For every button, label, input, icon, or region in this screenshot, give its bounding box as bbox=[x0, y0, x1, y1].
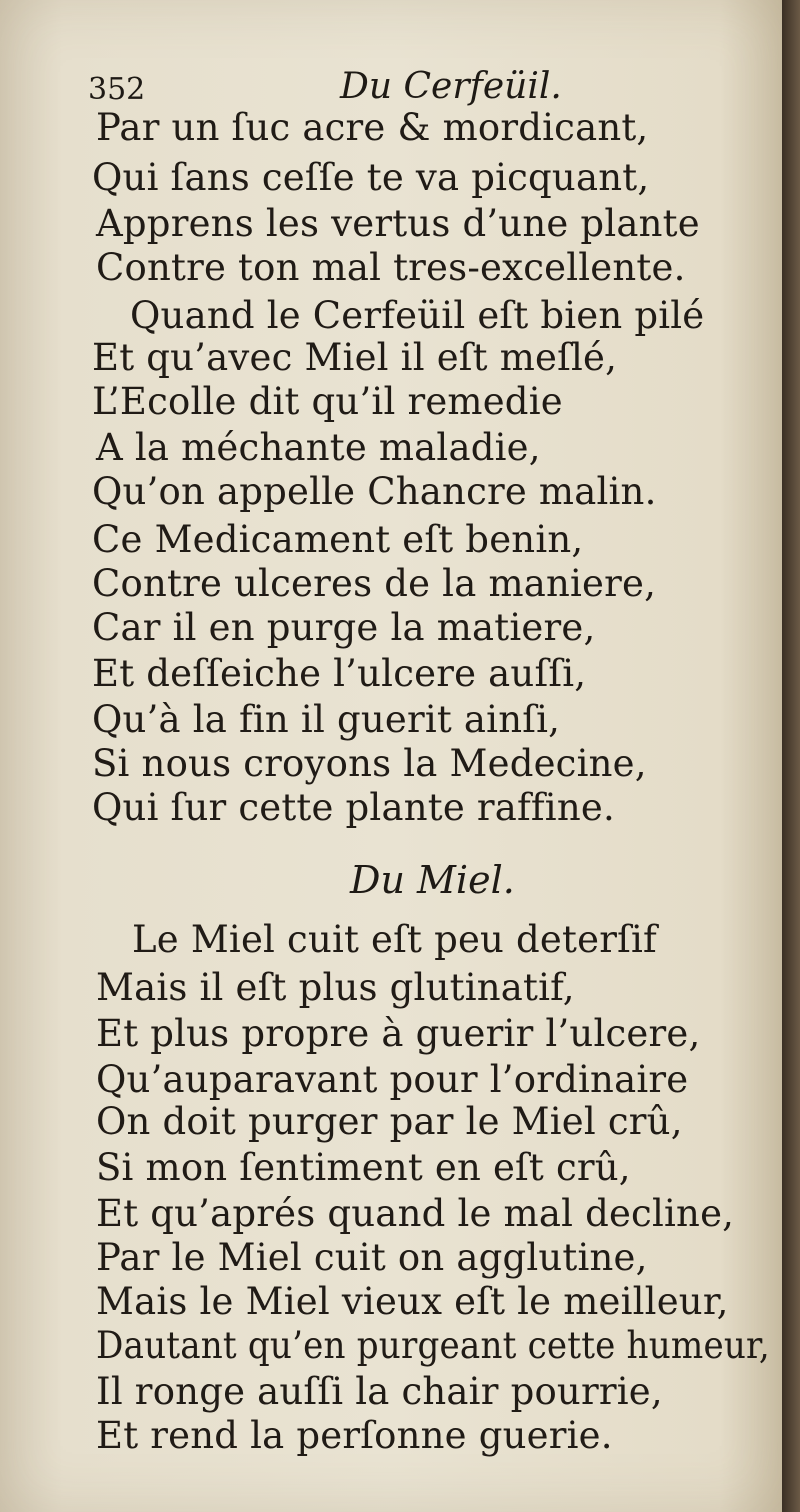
verse-line: Par le Miel cuit on agglutine, bbox=[96, 1236, 648, 1279]
page-number: 352 bbox=[88, 72, 146, 107]
section-title: Du Miel. bbox=[350, 858, 515, 902]
verse-line: Mais le Miel vieux eſt le meilleur, bbox=[96, 1280, 729, 1323]
verse-line: Et qu’aprés quand le mal decline, bbox=[96, 1192, 735, 1235]
verse-line: Contre ton mal tres-excellente. bbox=[96, 246, 686, 289]
verse-line: Et rend la perſonne guerie. bbox=[96, 1414, 613, 1457]
verse-line: Qui ſur cette plante raffine. bbox=[92, 786, 615, 829]
verse-line: Si nous croyons la Medecine, bbox=[92, 742, 647, 785]
verse-line: Par un ſuc acre & mordicant, bbox=[96, 106, 649, 149]
verse-line: Et qu’avec Miel il eſt meſlé, bbox=[92, 336, 618, 379]
verse-line: Dautant qu’en purgeant cette humeur, bbox=[96, 1324, 770, 1367]
verse-line: Et deſſeiche l’ulcere auſſi, bbox=[92, 652, 587, 695]
verse-line: A la méchante maladie, bbox=[96, 426, 541, 469]
verse-line: Ce Medicament eſt benin, bbox=[92, 518, 584, 561]
page-header bbox=[0, 62, 782, 112]
verse-line: Qui ſans ceſſe te va picquant, bbox=[92, 156, 650, 199]
verse-line: Contre ulceres de la maniere, bbox=[92, 562, 657, 605]
verse-line: L’Ecolle dit qu’il remedie bbox=[92, 380, 563, 423]
verse-line: Et plus propre à guerir l’ulcere, bbox=[96, 1012, 701, 1055]
verse-line: Apprens les vertus d’une plante bbox=[96, 202, 700, 245]
book-spine-edge bbox=[782, 0, 800, 1512]
verse-line: Si mon ſentiment en eſt crû, bbox=[96, 1146, 631, 1189]
verse-line: Qu’on appelle Chancre malin. bbox=[92, 470, 657, 513]
verse-line: Car il en purge la matiere, bbox=[92, 606, 596, 649]
verse-line: Qu’auparavant pour l’ordinaire bbox=[96, 1058, 689, 1101]
verse-line: Quand le Cerfeüil eſt bien pilé bbox=[130, 294, 705, 337]
verse-line: Qu’à la fin il guerit ainſi, bbox=[92, 698, 561, 741]
verse-line: On doit purger par le Miel crû, bbox=[96, 1100, 683, 1143]
verse-line: Le Miel cuit eſt peu deterſif bbox=[132, 918, 657, 961]
verse-line: Mais il eſt plus glutinatif, bbox=[96, 966, 575, 1009]
verse-line: Il ronge auſſi la chair pourrie, bbox=[96, 1370, 663, 1413]
running-head: Du Cerfeüil. bbox=[340, 66, 562, 107]
